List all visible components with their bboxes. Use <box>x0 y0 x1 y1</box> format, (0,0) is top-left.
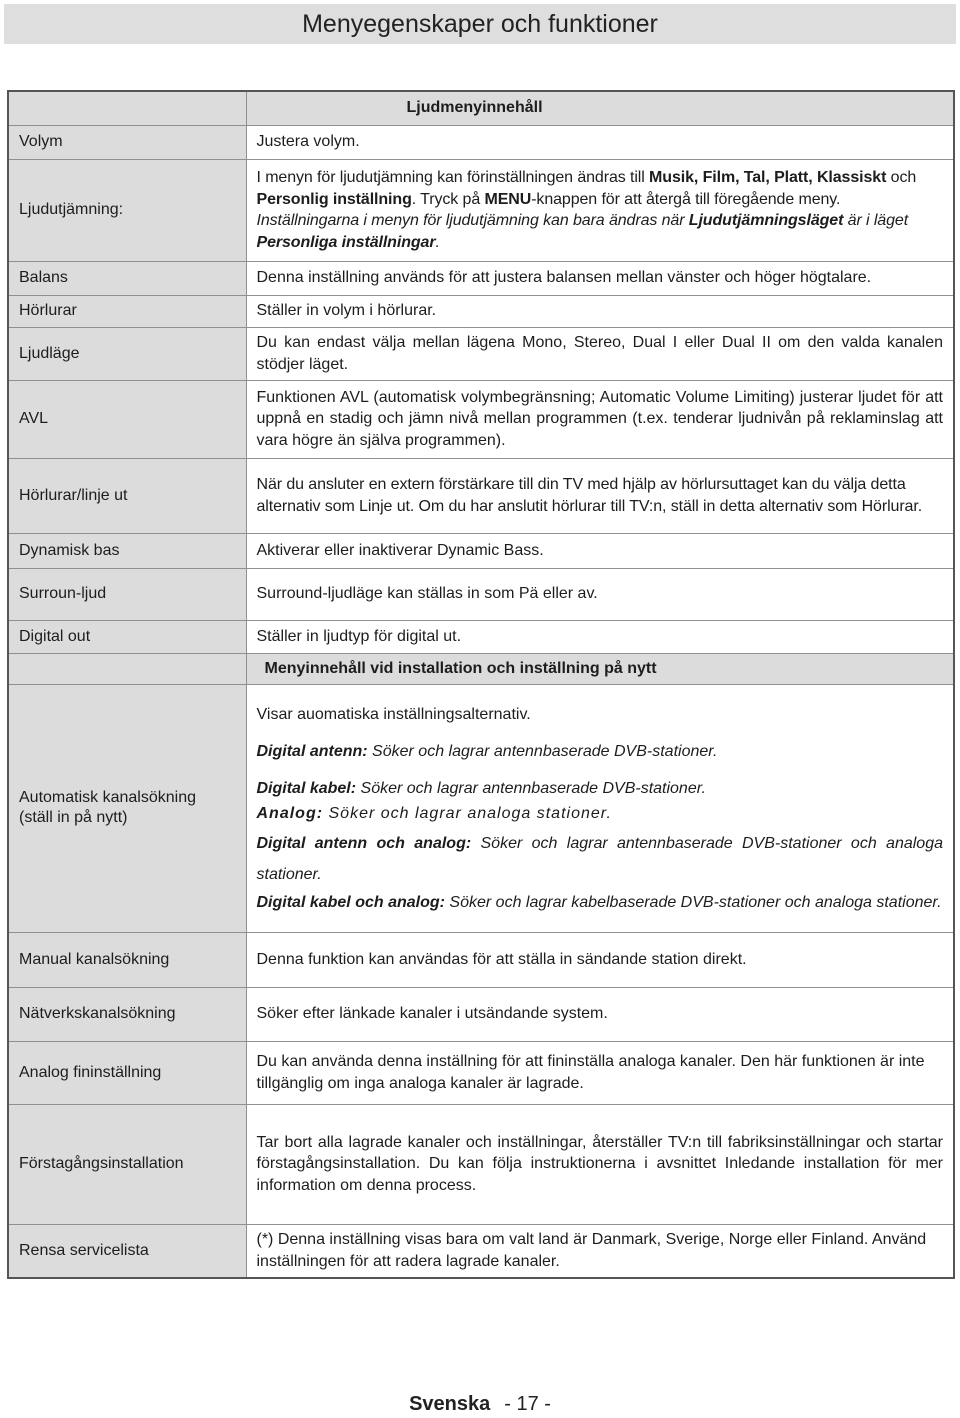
sound-section-header <box>8 91 954 125</box>
page-footer <box>0 1393 960 1416</box>
row-label-clear-service: Rensa servicelista <box>8 1224 246 1278</box>
row-desc-equalizer: I menyn för ljudutjämning kan förinställningen ändras till Musik, Film, Tal, Platt, Klassiskt och Personlig inställning. Tryck på MENU-knappen för att återgå till föregående meny. Inställningarna i menyn för ljudutjämning kan bara ändras när Ljudutjämningsläget är i läget Personliga inställningar. <box>246 159 954 261</box>
row-label-balance: Balans <box>8 261 246 295</box>
table-row-analog-finetune <box>8 1041 954 1104</box>
page-title: Menyegenskaper och funktioner <box>4 4 956 44</box>
row-desc-digital-out: Ställer in ljudtyp för digital ut. <box>246 620 954 653</box>
row-label-network-scan: Nätverkskanalsökning <box>8 987 246 1041</box>
row-desc-analog-finetune: Du kan använda denna inställning för att fininställa analoga kanaler. Den här funktionen är inte tillgänglig om inga analoga kanaler är lagrade. <box>246 1041 954 1104</box>
scan-option: Digital antenn: Söker och lagrar antennbaserade DVB-stationer. <box>256 742 718 760</box>
row-desc-headphone-lineout: När du ansluter en extern förstärkare till din TV med hjälp av hörlursuttaget kan du välja detta alternativ som Linje ut. Om du har anslutit hörlurar till TV:n, ställ in detta alternativ som Hörlurar. <box>246 458 954 533</box>
table-row-first-install <box>8 1104 954 1224</box>
row-desc-first-install: Tar bort alla lagrade kanaler och inställningar, återställer TV:n till fabriksinställningar och startar förstagångsinstallation. Du kan följa instruktionerna i avsnittet Inledande installation för mer information om denna process. <box>246 1104 954 1224</box>
row-desc-avl: Funktionen AVL (automatisk volymbegränsning; Automatic Volume Limiting) justerar ljudet för att uppnå en stadig och jämn nivå mellan programmen (t.ex. tenderar ljudnivån på reklaminslag att vara högre än själva programmen). <box>246 380 954 458</box>
row-desc-headphones: Ställer in volym i hörlurar. <box>246 295 954 327</box>
footer-language: Svenska <box>409 1393 491 1415</box>
row-desc-clear-service: (*) Denna inställning visas bara om valt land är Danmark, Sverige, Norge eller Finland. Använd inställningen för att radera lagrade kanaler. <box>246 1224 954 1278</box>
menu-features-table <box>7 90 955 1279</box>
table-row-headphones <box>8 295 954 327</box>
row-desc-sound-mode: Du kan endast välja mellan lägena Mono, Stereo, Dual I eller Dual II om den valda kanalen stödjer läget. <box>246 327 954 380</box>
scan-option: Analog: Söker och lagrar analoga stationer. <box>256 804 612 822</box>
row-label-auto-scan: Automatisk kanalsökning (ställ in på nytt) <box>8 684 246 932</box>
row-desc-auto-scan <box>246 684 954 932</box>
table-row-clear-service <box>8 1224 954 1278</box>
table-row-digital-out <box>8 620 954 653</box>
row-label-surround: Surroun-ljud <box>8 568 246 620</box>
table-row-balance <box>8 261 954 295</box>
row-label-sound-mode: Ljudläge <box>8 327 246 380</box>
section-blank-cell <box>8 653 246 684</box>
auto-scan-intro: Visar auomatiska inställningsalternativ. <box>256 705 531 723</box>
row-label-dynamic-bass: Dynamisk bas <box>8 533 246 568</box>
table-row-dynamic-bass <box>8 533 954 568</box>
row-desc-dynamic-bass: Aktiverar eller inaktiverar Dynamic Bass. <box>246 533 954 568</box>
row-label-avl: AVL <box>8 380 246 458</box>
row-label-volume: Volym <box>8 125 246 159</box>
install-section-header <box>8 653 954 684</box>
row-desc-manual-scan: Denna funktion kan användas för att ställa in sändande station direkt. <box>246 932 954 987</box>
table-row-headphone-lineout <box>8 458 954 533</box>
section-heading: Ljudmenyinnehåll <box>246 91 954 125</box>
table-row-manual-scan <box>8 932 954 987</box>
row-desc-volume: Justera volym. <box>246 125 954 159</box>
row-label-first-install: Förstagångsinstallation <box>8 1104 246 1224</box>
row-label-manual-scan: Manual kanalsökning <box>8 932 246 987</box>
table-row-surround <box>8 568 954 620</box>
row-label-equalizer: Ljudutjämning: <box>8 159 246 261</box>
table-row-auto-scan <box>8 684 954 932</box>
section-heading: Menyinnehåll vid installation och inställning på nytt <box>246 653 954 684</box>
scan-option: Digital kabel: Söker och lagrar antennbaserade DVB-stationer. <box>256 779 706 797</box>
row-label-headphone-lineout: Hörlurar/linje ut <box>8 458 246 533</box>
scan-option: Digital kabel och analog: Söker och lagrar kabelbaserade DVB-stationer och analoga stationer. <box>256 893 942 911</box>
row-desc-surround: Surround-ljudläge kan ställas in som Pä eller av. <box>246 568 954 620</box>
table-row-equalizer <box>8 159 954 261</box>
row-label-digital-out: Digital out <box>8 620 246 653</box>
row-desc-network-scan: Söker efter länkade kanaler i utsändande system. <box>246 987 954 1041</box>
section-blank-cell <box>8 91 246 125</box>
row-label-headphones: Hörlurar <box>8 295 246 327</box>
row-desc-balance: Denna inställning används för att justera balansen mellan vänster och höger högtalare. <box>246 261 954 295</box>
table-row-sound-mode <box>8 327 954 380</box>
table-row-avl <box>8 380 954 458</box>
scan-option: Digital antenn och analog: Söker och lagrar antennbaserade DVB-stationer och analoga stationer. <box>256 834 943 883</box>
row-label-analog-finetune: Analog fininställning <box>8 1041 246 1104</box>
page-number: - 17 - <box>504 1393 551 1415</box>
table-row-network-scan <box>8 987 954 1041</box>
table-row-volume <box>8 125 954 159</box>
